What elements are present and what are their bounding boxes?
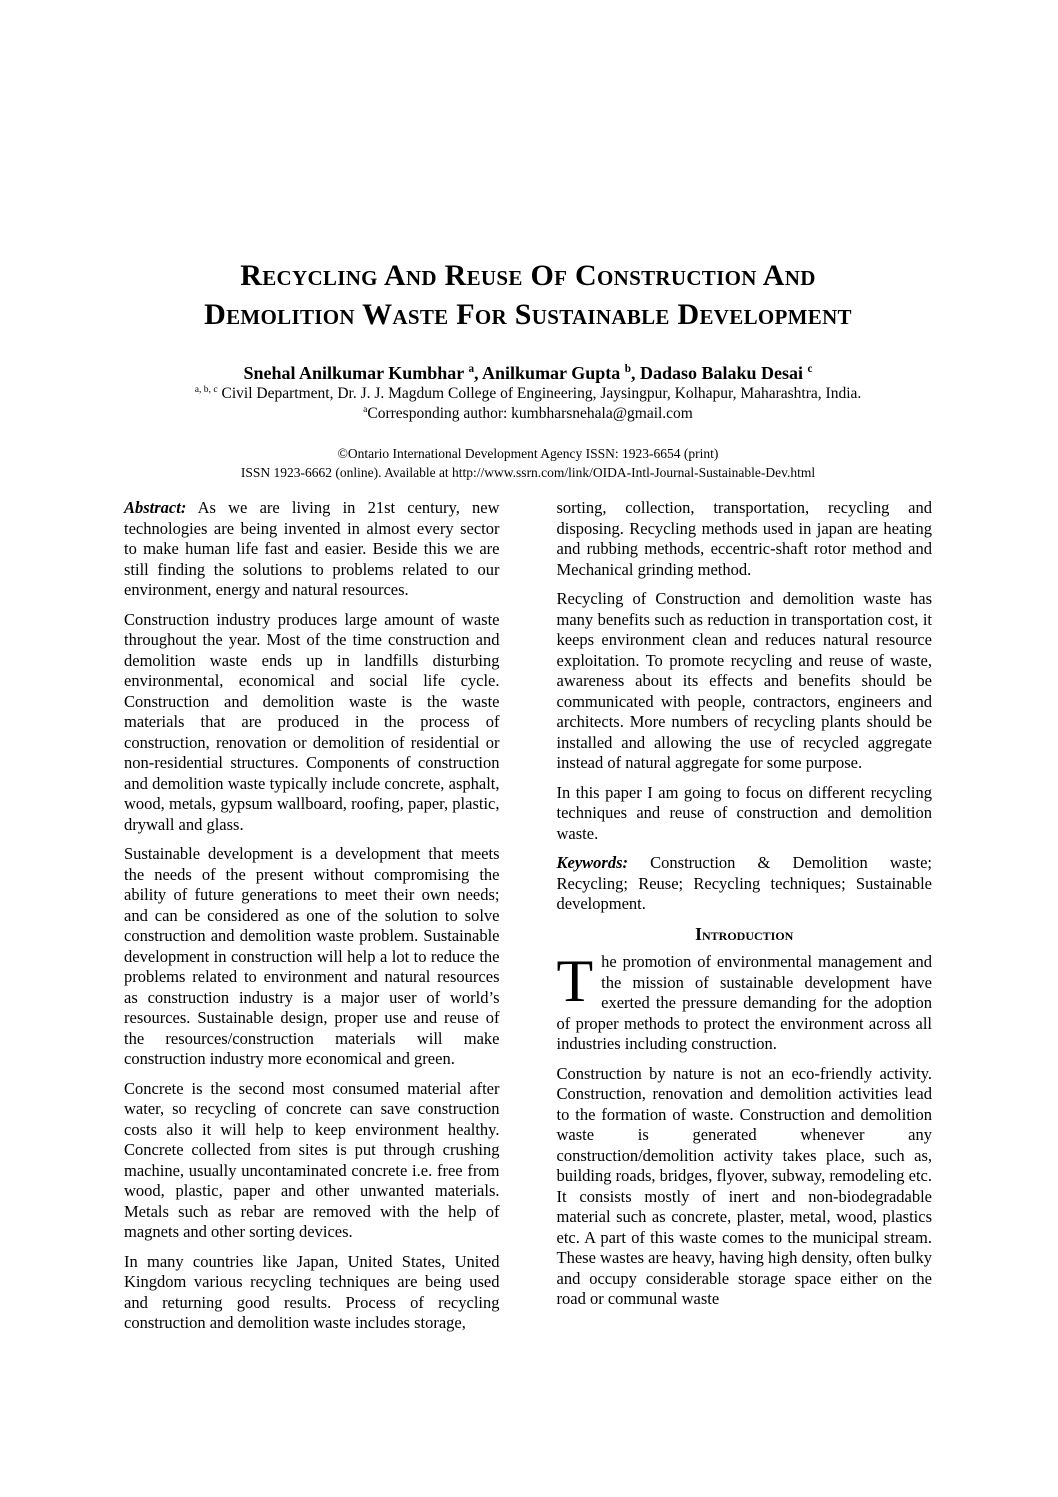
publisher-line-2: ISSN 1923-6662 (online). Available at http://www.ssrn.com/link/OIDA-Intl-Journal-Sustainable-Dev.html xyxy=(240,465,816,480)
keywords-paragraph xyxy=(557,853,933,915)
author-3 xyxy=(640,363,813,383)
affiliation-text: Civil Department, Dr. J. J. Magdum College of Engineering, Jaysingpur, Kolhapur, Maharashtra, India. xyxy=(221,385,862,402)
author-2 xyxy=(482,363,640,383)
corresponding-text: Corresponding author: kumbharsnehala@gmail.com xyxy=(367,405,693,422)
introduction-text: he promotion of environmental management and the mission of sustainable development have exerted the pressure demanding for the adoption of proper methods to protect the environment across all industries including construction. xyxy=(556,952,932,1053)
two-column-body xyxy=(124,498,932,1343)
author-2-superscript: b xyxy=(624,363,631,375)
publisher-line-1: ©Ontario International Development Agency ISSN: 1923-6654 (print) xyxy=(337,446,719,461)
body-paragraph: In many countries like Japan, United States, United Kingdom various recycling techniques are being used and returning good results. Process of recycling construction and demolition waste includes storage, xyxy=(124,1251,500,1332)
right-column xyxy=(557,498,933,1343)
body-paragraph: Sustainable development is a development that meets the needs of the present without compromising the ability of future generations to meet their own needs; and can be considered as one of the solution to solve construction and demolition waste problem. Sustainable development in construction will help a lot to reduce the problems related to environment and natural resources as construction industry is a major user of world’s resources. Sustainable design, proper use and reuse of the resources/construction materials will make construction industry more economical and green. xyxy=(124,844,500,1068)
author-1-name: Snehal Anilkumar Kumbhar xyxy=(243,363,464,383)
author-1-superscript: a xyxy=(468,363,475,375)
introduction-paragraph xyxy=(556,948,933,1055)
body-paragraph: Construction by nature is not an eco-friendly activity. Construction, renovation and demolition activities lead to the formation of waste. Construction and demolition waste is generated whenever any construction/demolition activity takes place, such as, building roads, bridges, flyover, subway, remodeling etc. It consists mostly of inert and non-biodegradable material such as concrete, plaster, metal, wood, plastics etc. A part of this waste comes to the municipal stream. These wastes are heavy, having high density, often bulky and occupy considerable storage space either on the road or communal waste xyxy=(556,1063,932,1308)
corresponding-author-line xyxy=(124,404,932,424)
affiliation-superscript: a, b, c xyxy=(194,383,218,395)
abstract-text: As we are living in 21st century, new technologies are being invented in almost every sector to make human life fast and easier. Beside this we are still finding the solutions to problems related to our environment, energy and natural resources. xyxy=(124,498,500,599)
author-2-name: Anilkumar Gupta xyxy=(482,363,621,383)
affiliation-line xyxy=(124,384,932,404)
drop-cap: T xyxy=(556,948,594,1014)
keywords-text: Construction & Demolition waste; Recycling; Reuse; Recycling techniques; Sustainable development. xyxy=(556,853,932,913)
author-3-superscript: c xyxy=(807,363,813,375)
author-separator: , xyxy=(630,363,640,383)
authors-line xyxy=(124,362,932,384)
paper-title-line-1: Recycling And Reuse Of Construction And xyxy=(240,259,816,292)
abstract-paragraph xyxy=(124,498,500,601)
corresponding-superscript: a xyxy=(363,403,368,415)
body-paragraph: sorting, collection, transportation, recycling and disposing. Recycling methods used in japan are heating and rubbing methods, eccentric-shaft rotor method and Mechanical grinding method. xyxy=(556,498,932,579)
left-column xyxy=(124,498,500,1343)
keywords-label: Keywords: xyxy=(556,853,628,872)
author-separator: , xyxy=(474,363,483,383)
body-paragraph: In this paper I am going to focus on different recycling techniques and reuse of construction and demolition waste. xyxy=(556,782,932,843)
body-paragraph: Concrete is the second most consumed material after water, so recycling of concrete can save construction costs also it will help to keep environment healthy. Concrete collected from sites is put through crushing machine, usually uncontaminated concrete i.e. free from wood, plastic, paper and other unwanted materials. Metals such as rebar are removed with the help of magnets and other sorting devices. xyxy=(124,1078,500,1241)
author-3-name: Dadaso Balaku Desai xyxy=(639,363,804,383)
body-paragraph: Construction industry produces large amount of waste throughout the year. Most of the time construction and demolition waste ends up in landfills disturbing environmental, economical and social life cycle. Construction and demolition waste is the waste materials that are produced in the process of construction, renovation or demolition of residential or non-residential structures. Components of construction and demolition waste typically include concrete, asphalt, wood, metals, gypsum wallboard, roofing, paper, plastic, drywall and glass. xyxy=(124,609,500,834)
paper-title-line-2: Demolition Waste For Sustainable Development xyxy=(204,298,852,331)
publisher-block xyxy=(124,444,932,482)
introduction-heading: Introduction xyxy=(695,923,794,944)
body-paragraph: Recycling of Construction and demolition waste has many benefits such as reduction in transportation cost, it keeps environment clean and reduces natural resource exploitation. To promote recycling and reuse of waste, awareness about its effects and benefits should be communicated with people, contractors, engineers and architects. More numbers of recycling plants should be installed and allowing the use of recycled aggregate instead of natural aggregate for some purpose. xyxy=(556,589,932,772)
abstract-label: Abstract: xyxy=(124,498,187,517)
paper-title xyxy=(124,256,932,334)
page-content xyxy=(124,256,932,1343)
author-1 xyxy=(244,363,483,383)
